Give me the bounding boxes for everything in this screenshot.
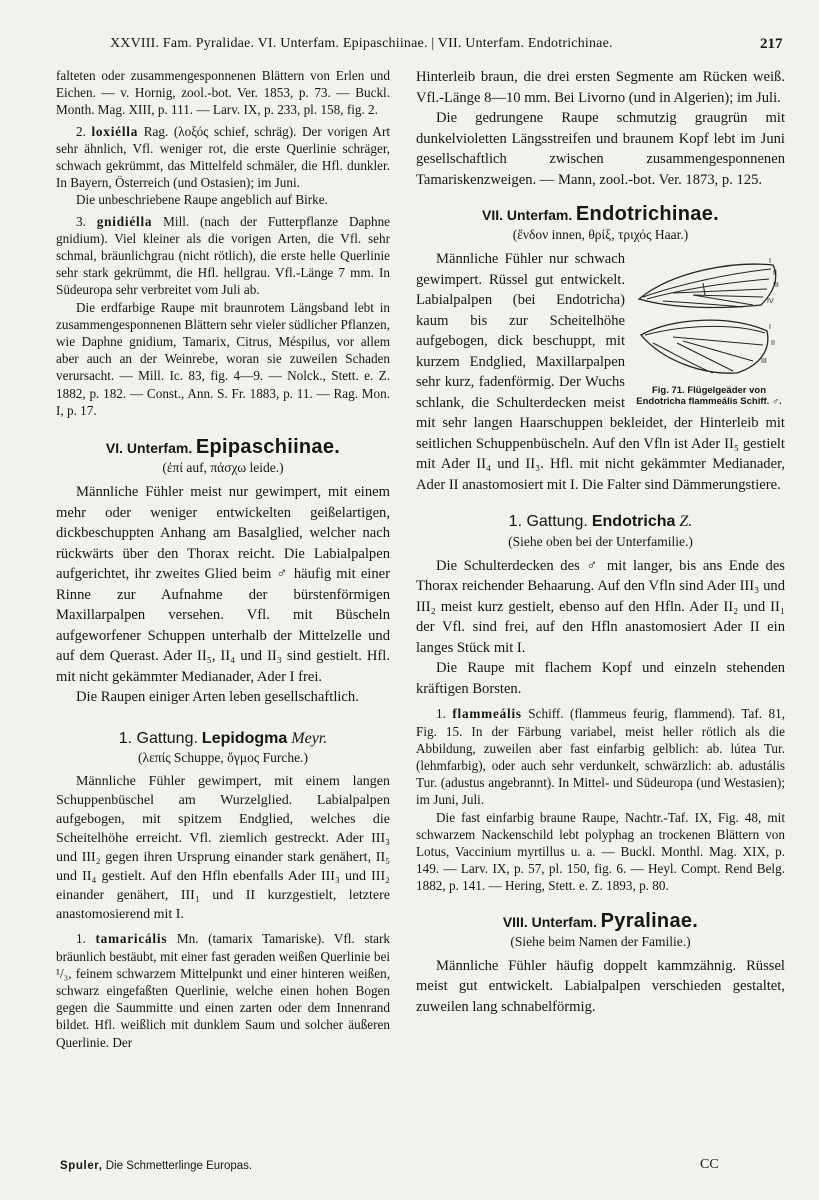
- svg-text:III: III: [761, 358, 767, 366]
- svg-text:II: II: [773, 270, 777, 278]
- genus-larva-note: Die Raupe mit flachem Kopf und einzeln stehenden kräftigen Borsten.: [416, 660, 785, 697]
- etymology: (ἐπί auf, πάσχω leide.): [162, 460, 284, 476]
- left-column: [56, 67, 390, 1051]
- section-larva-note: Die Raupen einiger Arten leben gesellschaftlich.: [76, 689, 359, 706]
- species-entry-tamaricalis: 1. tamaricális Mn. (tamarix Tamariske). Vfl. stark bräunlich bestäubt, mit einer fast geraden weißen Querlinie bei ¹/₃, feinem schwarzem Mittelpunkt und einer hinteren weißen, schwarz eingefaßten Querlinie, welche einen hohen Bogen gegen die Saummitte und einen zarten oder dem Innenrand bildet. Hfl. weißlich mit dunklem Saum und solcher äußeren Querlinie. Der: [56, 931, 390, 1050]
- svg-text:III: III: [773, 282, 779, 290]
- larva-note: Die unbeschriebene Raupe angeblich auf Birke.: [76, 192, 328, 208]
- page-footer: [60, 1160, 252, 1172]
- etymology: (λεπίς Schuppe, ὄγμος Furche.): [138, 750, 308, 766]
- figure-caption: Fig. 71. Flügelgeäder von Endotricha flammeális Schiff. ♂.: [636, 385, 782, 408]
- right-column: [416, 67, 785, 1017]
- footer-work: Die Schmetterlinge Europas.: [105, 1160, 253, 1172]
- larva-note: Die fast einfarbig braune Raupe, Nachtr.-Taf. IX, Fig. 48, mit schwarzem Nackenschild lebt polyphag an trockenen Blättern von Lotus, Vaccinium myrtillus u. a. — Buckl. Monthl. Mag. XIX, p. 149. — Larv. IX, p. 57, pl. 150, fig. 6. — Heyl. Compt. Rend Belg. 1882, p. 141. — Hering, Stett. e. Z. 1893, p. 80.: [416, 809, 785, 894]
- genus-description: Männliche Fühler gewimpert, mit einem langen Schuppenbüschel am Wurzelglied. Labialpalpen aufgebogen, mit spitzem Endglied, welches die Scheitelhöhe erreicht. Vfl. ziemlich gestreckt. Ader III₃ und III₂ gegen ihren Ursprung einander stark genähert, II₅ und II₄ gestielt. Auf den Hfln ebenfalls Ader III₃ und III₂ einander genähert, III₁ und II kurzgestielt, letztere anastomosierend mit I.: [56, 774, 390, 923]
- species-name: tamaricális: [95, 931, 168, 947]
- continued-paragraph: Hinterleib braun, die drei ersten Segmente am Rücken weiß. Vfl.-Länge 8—10 mm. Bei Livorno (und in Algerien); im Juli.: [416, 69, 785, 106]
- species-entry-gnidiella: 3. gnidiélla Mill. (nach der Futterpflanze Daphne gnidium). Viel kleiner als die vorigen Arten, die Vfl. sehr schmal, bräunlichgrau (nicht rötlich), die erste helle Querlinie sehr stark gekrümmt, die Hfl. hellgrau. Vfl.-Länge 7 mm. In Südeuropa sehr verbreitet vom Juli ab.: [56, 213, 391, 298]
- svg-text:IV: IV: [767, 298, 774, 306]
- section-heading-endotrichinae: VII. Unterfam. Endotrichinae.: [481, 203, 720, 225]
- larva-note: Die erdfarbige Raupe mit braunrotem Längsband lebt in zusammengesponnenen Blättern sehr vieler südlicher Pflanzen, wie Daphne gnidium, Tamarix, Citrus, Méspilus, vor allem aber auch an der Weinrebe, woran sie zuweilen Schaden verursacht. — Mill. Ic. 83, fig. 4—9. — Nolck., Stett. e. Z. 1882, p. 182. — Const., Ann. S. Fr. 1883, p. 11. — Rag. Mon. I, p. 17.: [56, 299, 390, 418]
- species-name: loxiélla: [91, 123, 139, 139]
- page-header: [0, 36, 819, 58]
- etymology: (ἔνδον innen, θρίξ, τριχός Haar.): [512, 227, 689, 243]
- section-heading-pyralinae: VIII. Unterfam. Pyralinae.: [502, 909, 699, 932]
- section-description: Männliche Fühler meist nur gewimpert, mit einem mehr oder weniger entwickelten geißelartigen, dickbeschuppten Anhang am Basalglied, welcher nach rückwärts über den Thorax reicht. Die Labialpalpen aufgerichtet, ihr zweites Glied beim ♂ häufig mit einer Rinne zur Aufnahme der bürstenförmigen Maxillarpalpen versehen. Vfl. mit Büscheln aufgeworfener Schuppen unterhalb der Mittelzelle und auf dem Querast. Ader II₅, II₄ und II₃ sind gestielt. Hfl. mit nicht gekämmter Medianader, Ader I frei.: [56, 484, 390, 685]
- section-description: Männliche Fühler häufig doppelt kammzähnig. Rüssel meist gut entwickelt. Labialpalpen verschieden gestaltet, zuweilen lang schnabelförmig.: [416, 957, 785, 1015]
- footer-author: Spuler,: [60, 1160, 103, 1172]
- section-description: Männliche Fühler nur schwach gewimpert. Rüssel gut entwickelt. Labialpalpen (bei Endotricha) kaum bis zur Scheitelhöhe aufgebogen, dick beschuppt, mit kurzem Endglied, Maxillarpalpen sehr kurz, fadenförmig. Der Wuchs schlank, die Schulterdecken meist mit sehr langen Haarschuppen bekleidet, der Hinterleib mit seitlichen Schuppenbüscheln. Auf den Vfln ist Ader II₅ gestielt mit Ader II₄ und II₃. Hfl. mit nicht gekämmter Medianader, Ader II anastomosiert mit I. Die Falter sind Dämmerungstiere.: [416, 251, 785, 493]
- running-title: XXVIII. Fam. Pyralidae. VI. Unterfam. Epipaschiinae. | VII. Unterfam. Endotrichinae.: [110, 36, 613, 51]
- section-heading-epipaschiinae: VI. Unterfam. Epipaschiinae.: [105, 436, 341, 459]
- svg-text:II: II: [771, 340, 775, 348]
- larva-note: Die gedrungene Raupe schmutzig graugrün mit dunkelvioletten Längsstreifen und braunem Kopf lebt im Juni gesellschaftlich zwischen zusammengesponnenen Tamariskenzweigen. — Mann, zool.-bot. Ver. 1873, p. 125.: [416, 110, 785, 188]
- svg-text:I: I: [769, 324, 771, 332]
- printer-signature: CC: [700, 1157, 719, 1172]
- species-entry-loxiella: 2. loxiélla Rag. (λοξός schief, schräg). Der vorigen Art sehr ähnlich, Vfl. weniger rot, die erste Querlinie schräger, schwach gekrümmt, das Mittelfeld schmäler, die Hfl. dunkler. In Bayern, Österreich (und Ostasien); im Juni.: [56, 123, 390, 191]
- genus-heading-lepidogma: 1. Gattung. Lepidogma Meyr.: [118, 729, 328, 747]
- genus-heading-endotricha: 1. Gattung. Endotricha Z.: [508, 513, 693, 531]
- genus-description: Die Schulterdecken des ♂ mit langer, bis ans Ende des Thorax reichender Behaarung. Auf den Vfln sind Ader III₃ und III₂ meist kurz gestielt, ebenso auf den Hfln. Ader II₂ und II₁ der Vfl. sind frei, auf den Hfln anastomosiert Ader II ein langes Stück mit I.: [416, 557, 785, 656]
- svg-text:I: I: [769, 258, 771, 266]
- continued-paragraph: falteten oder zusammengesponnenen Blättern von Erlen und Eichen. — v. Hornig, zool.-bot. Ver. 1853, p. 73. — Buckl. Month. Mag. XIII, p. 111. — Larv. IX, p. 233, pl. 158, fig. 2.: [56, 68, 390, 118]
- page-number: 217: [760, 36, 783, 52]
- species-name: flammeális: [452, 706, 522, 722]
- genus-subtitle: (Siehe oben bei der Unterfamilie.): [508, 533, 693, 549]
- species-entry-flammealis: 1. flammeális Schiff. (flammeus feurig, flammend). Taf. 81, Fig. 15. In der Färbung variabel, meist heller rötlich als die Abbildung, zuweilen aber fast einfarbig gelblich: ab. lútea Tur. (lehmfarbig), oder auch sehr verdunkelt, schwärzlich: ab. adustális Tur. (adustus angebrannt). In Mittel- und Südeuropa (und Westasien); im Juni, Juli.: [416, 706, 785, 808]
- wing-venation-figure: [633, 253, 785, 407]
- section-subtitle: (Siehe beim Namen der Familie.): [510, 933, 691, 949]
- wing-venation-drawing: [633, 253, 785, 383]
- species-name: gnidiélla: [96, 213, 153, 229]
